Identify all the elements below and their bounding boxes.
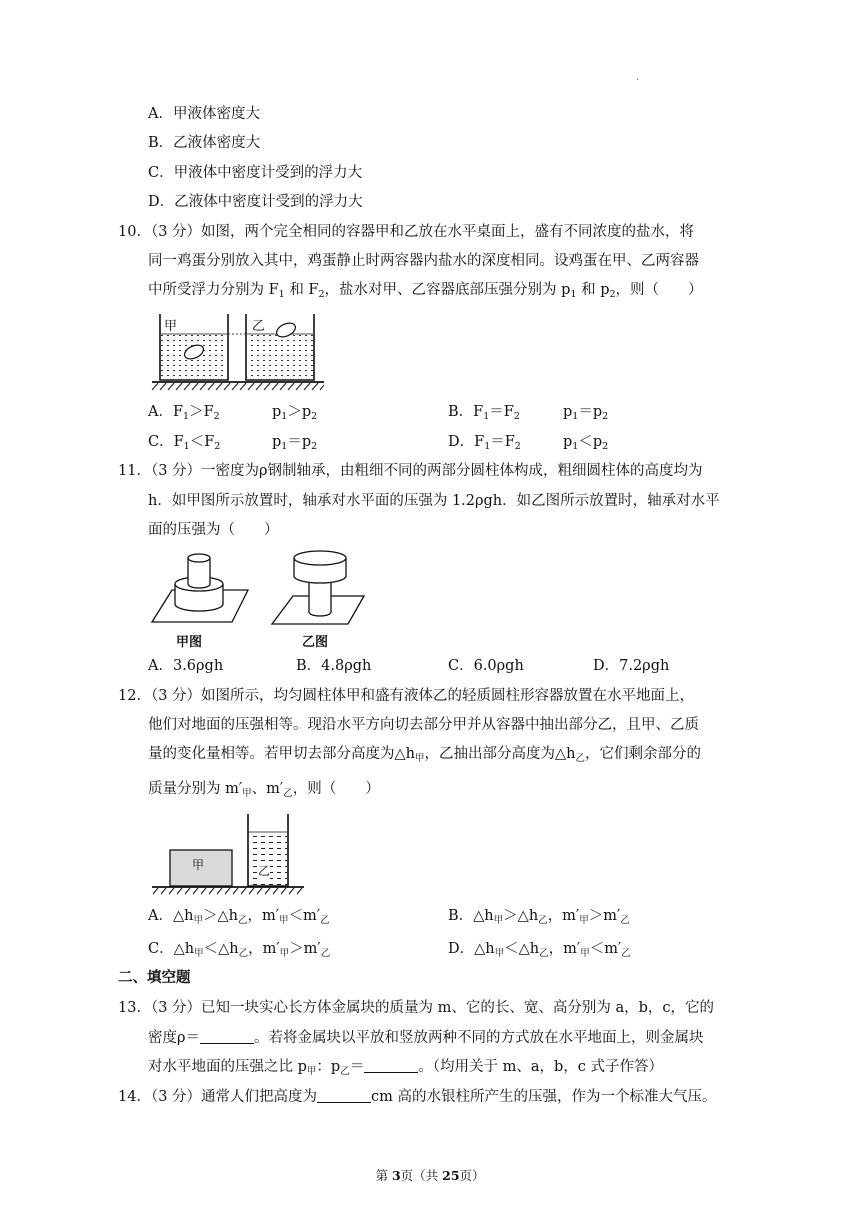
q10-option-sub: 2 xyxy=(311,411,318,422)
q10-option-sub: 2 xyxy=(602,441,609,452)
q12-text: ，则（ ） xyxy=(292,781,380,797)
q12-sub: 甲 xyxy=(242,788,252,799)
q12-opt-text: ，m′ xyxy=(548,941,581,957)
q10-option-text: p xyxy=(563,404,573,420)
q11-option-b: B．4.8ρgh xyxy=(296,658,372,674)
q12-opt-text: ＞m′ xyxy=(588,908,621,924)
q10-option-sub: 2 xyxy=(514,441,521,452)
q12-opt-text: ＜△h xyxy=(203,941,239,957)
q9-option-b: B．乙液体密度大 xyxy=(148,135,261,151)
q11-label-jia-fig: 甲图 xyxy=(176,635,203,650)
q10-option-text: B．F xyxy=(448,404,484,420)
q12-opt-text: ，m′ xyxy=(248,941,280,957)
q12-opt-sub: 乙 xyxy=(621,948,631,959)
q12-option-b xyxy=(448,906,630,931)
q12-opt-text: A．△h xyxy=(148,908,194,924)
q10-option-a-pressure xyxy=(272,402,317,427)
q10-sub: 1 xyxy=(570,289,577,300)
q10-option-a xyxy=(148,402,220,427)
q13-text: 。若将金属块以平放和竖放两种不同的方式放在水平地面上，则金属块 xyxy=(254,1030,704,1046)
q12-opt-text: B．△h xyxy=(448,908,494,924)
q10-option-text: ＝p xyxy=(578,404,603,420)
q12-opt-sub: 甲 xyxy=(580,948,590,959)
q10-stem-line3 xyxy=(148,280,703,305)
q12-text: 、m′ xyxy=(251,781,284,797)
q10-option-sub: 2 xyxy=(213,411,220,422)
q10-sub: 1 xyxy=(278,289,285,300)
q12-opt-sub: 乙 xyxy=(539,948,549,959)
q9-option-a: A．甲液体密度大 xyxy=(148,106,260,122)
q12-text: 质量分别为 m′ xyxy=(148,781,243,797)
q11-stem-line2: h．如甲图所示放置时，轴承对水平面的压强为 1.2ρgh．如乙图所示放置时，轴承对水平 xyxy=(148,493,720,509)
q11-stem-line1: 11．（3 分）一密度为ρ钢制轴承，由粗细不同的两部分圆柱体构成，粗细圆柱体的高度均为 xyxy=(118,463,703,479)
q11-figure-bearings xyxy=(148,548,368,632)
q12-figure-block-and-container xyxy=(148,810,308,896)
q13-text: 密度ρ＝ xyxy=(148,1030,201,1046)
q12-opt-sub: 乙 xyxy=(538,915,548,926)
q10-option-text: ＞p xyxy=(287,404,312,420)
q10-text: 和 p xyxy=(576,282,610,298)
q12-stem-line2: 他们对地面的压强相等。现沿水平方向切去部分甲并从容器中抽出部分乙，且甲、乙质 xyxy=(148,717,699,733)
q13-text: 对水平地面的压强之比 p xyxy=(148,1059,307,1075)
q10-text: 中所受浮力分别为 F xyxy=(148,282,279,298)
q10-label-yi: 乙 xyxy=(252,319,266,334)
q12-text: 量的变化量相等。若甲切去部分高度为△h xyxy=(148,746,415,762)
q12-opt-sub: 甲 xyxy=(579,915,589,926)
q12-opt-text: ＞△h xyxy=(202,908,238,924)
q12-opt-text: ＜m′ xyxy=(288,908,321,924)
q13-text: ＝ xyxy=(349,1059,365,1075)
q10-sub: 2 xyxy=(318,289,325,300)
q12-opt-sub: 乙 xyxy=(320,948,331,959)
q10-option-text: C．F xyxy=(148,434,184,450)
q10-option-sub: 1 xyxy=(572,411,579,422)
q12-opt-text: ＜m′ xyxy=(589,941,622,957)
q10-option-sub: 1 xyxy=(484,441,491,452)
q10-option-text: D．F xyxy=(448,434,485,450)
q12-text: ，乙抽出部分高度为△h xyxy=(424,746,576,762)
q10-sub: 2 xyxy=(609,289,616,300)
q12-opt-sub: 乙 xyxy=(620,915,630,926)
q14-text: 14．（3 分）通常人们把高度为 xyxy=(118,1089,318,1105)
q11-label-yi-fig: 乙图 xyxy=(302,635,329,650)
q13-text: ：p xyxy=(316,1059,341,1075)
q13-text: 。（均用关于 m、a，b，c 式子作答） xyxy=(418,1059,663,1075)
q10-option-c-pressure xyxy=(272,432,317,457)
q12-opt-text: ，m′ xyxy=(547,908,580,924)
q13-stem-line1: 13．（3 分）已知一块实心长方体金属块的质量为 m、它的长、宽、高分别为 a，b，c，它的 xyxy=(118,1000,715,1016)
q10-text: ，盐水对甲、乙容器底部压强分别为 p xyxy=(324,282,571,298)
q10-option-text: ＜F xyxy=(189,434,215,450)
corner-mark: . xyxy=(636,72,640,83)
q10-option-text: p xyxy=(563,434,573,450)
q12-opt-text: C．△h xyxy=(148,941,195,957)
q12-opt-sub: 甲 xyxy=(193,915,203,926)
q12-option-a xyxy=(148,906,330,931)
q12-stem-line1: 12．（3 分）如图所示，均匀圆柱体甲和盛有液体乙的轻质圆柱形容器放置在水平地面上， xyxy=(118,688,695,704)
q12-sub: 乙 xyxy=(575,753,586,764)
q12-opt-sub: 甲 xyxy=(279,915,289,926)
q12-opt-sub: 乙 xyxy=(320,915,330,926)
q12-opt-text: ＜△h xyxy=(504,941,540,957)
q10-option-c xyxy=(148,432,220,457)
footer-text: 页） xyxy=(459,1168,485,1183)
q11-stem-line3: 面的压强为（ ） xyxy=(148,522,279,538)
q12-opt-sub: 甲 xyxy=(494,948,505,959)
q10-stem-line2: 同一鸡蛋分别放入其中，鸡蛋静止时两容器内盐水的深度相同。设鸡蛋在甲、乙两容器 xyxy=(148,253,699,269)
q10-stem-line1: 10．（3 分）如图，两个完全相同的容器甲和乙放在水平桌面上，盛有不同浓度的盐水，将 xyxy=(118,224,695,240)
q10-option-sub: 2 xyxy=(602,411,609,422)
section-heading-fill-in: 二、填空题 xyxy=(118,970,191,986)
footer-total-pages: 25 xyxy=(442,1168,460,1183)
q10-option-text: ＝p xyxy=(287,434,312,450)
q12-container-label: 乙 xyxy=(258,864,271,878)
q10-option-sub: 2 xyxy=(311,441,318,452)
q10-option-text: ＝F xyxy=(490,434,515,450)
q12-opt-sub: 甲 xyxy=(493,915,504,926)
page-footer xyxy=(0,1166,860,1184)
q10-option-text: ＝F xyxy=(489,404,514,420)
q10-text: ，则（ ） xyxy=(615,282,703,298)
q10-text: 和 F xyxy=(284,282,319,298)
q10-option-sub: 1 xyxy=(483,411,490,422)
q10-option-sub: 1 xyxy=(572,441,579,452)
q10-option-d xyxy=(448,432,521,457)
q14-stem-line1 xyxy=(118,1087,717,1107)
q11-option-a: A．3.6ρgh xyxy=(148,658,224,674)
q13-stem-line3 xyxy=(148,1057,663,1082)
q13-answer-blank-density[interactable] xyxy=(200,1029,254,1044)
q10-option-text: p xyxy=(272,434,282,450)
q12-block-label: 甲 xyxy=(192,858,205,872)
q12-option-d xyxy=(448,939,631,964)
footer-text: 第 xyxy=(375,1168,392,1183)
q10-option-sub: 2 xyxy=(214,441,221,452)
q10-option-sub: 1 xyxy=(281,411,288,422)
q14-text: cm 高的水银柱所产生的压强，作为一个标准大气压。 xyxy=(371,1089,717,1105)
q13-stem-line2 xyxy=(148,1028,704,1048)
q10-label-jia: 甲 xyxy=(164,319,178,334)
q13-sub: 乙 xyxy=(340,1066,350,1077)
q12-stem-line4 xyxy=(148,779,380,804)
q10-option-text: ＜p xyxy=(578,434,603,450)
q12-sub: 乙 xyxy=(283,788,293,799)
q12-opt-text: ，m′ xyxy=(247,908,280,924)
q10-option-sub: 2 xyxy=(513,411,520,422)
q12-opt-text: ＞m′ xyxy=(289,941,321,957)
q10-option-text: ＞F xyxy=(189,404,214,420)
q12-opt-sub: 甲 xyxy=(279,948,290,959)
q9-option-c: C．甲液体中密度计受到的浮力大 xyxy=(148,165,363,181)
q12-opt-text: ＞△h xyxy=(503,908,539,924)
q10-option-sub: 1 xyxy=(281,441,288,452)
footer-page-number: 3 xyxy=(391,1168,401,1183)
q12-text: ，它们剩余部分的 xyxy=(585,746,702,762)
q12-opt-text: D．△h xyxy=(448,941,495,957)
q12-option-c xyxy=(148,939,330,964)
q13-sub: 甲 xyxy=(306,1066,317,1077)
q9-option-d: D．乙液体中密度计受到的浮力大 xyxy=(148,194,363,210)
q11-option-d: D．7.2ρgh xyxy=(593,658,670,674)
q12-opt-sub: 甲 xyxy=(194,948,204,959)
q10-option-sub: 1 xyxy=(183,411,190,422)
q10-option-text: p xyxy=(272,404,282,420)
footer-text: 页（共 xyxy=(400,1168,443,1183)
q13-answer-blank-ratio[interactable] xyxy=(364,1058,418,1073)
q10-option-d-pressure xyxy=(563,432,608,457)
q12-stem-line3 xyxy=(148,744,701,769)
q12-opt-sub: 乙 xyxy=(238,948,249,959)
q12-sub: 甲 xyxy=(415,753,425,764)
q10-option-b-pressure xyxy=(563,402,608,427)
q10-option-sub: 1 xyxy=(183,441,190,452)
q14-answer-blank-height[interactable] xyxy=(317,1088,371,1103)
q11-option-c: C．6.0ρgh xyxy=(448,658,524,674)
q10-option-b xyxy=(448,402,520,427)
q12-opt-sub: 乙 xyxy=(237,915,248,926)
q10-option-text: A．F xyxy=(148,404,184,420)
